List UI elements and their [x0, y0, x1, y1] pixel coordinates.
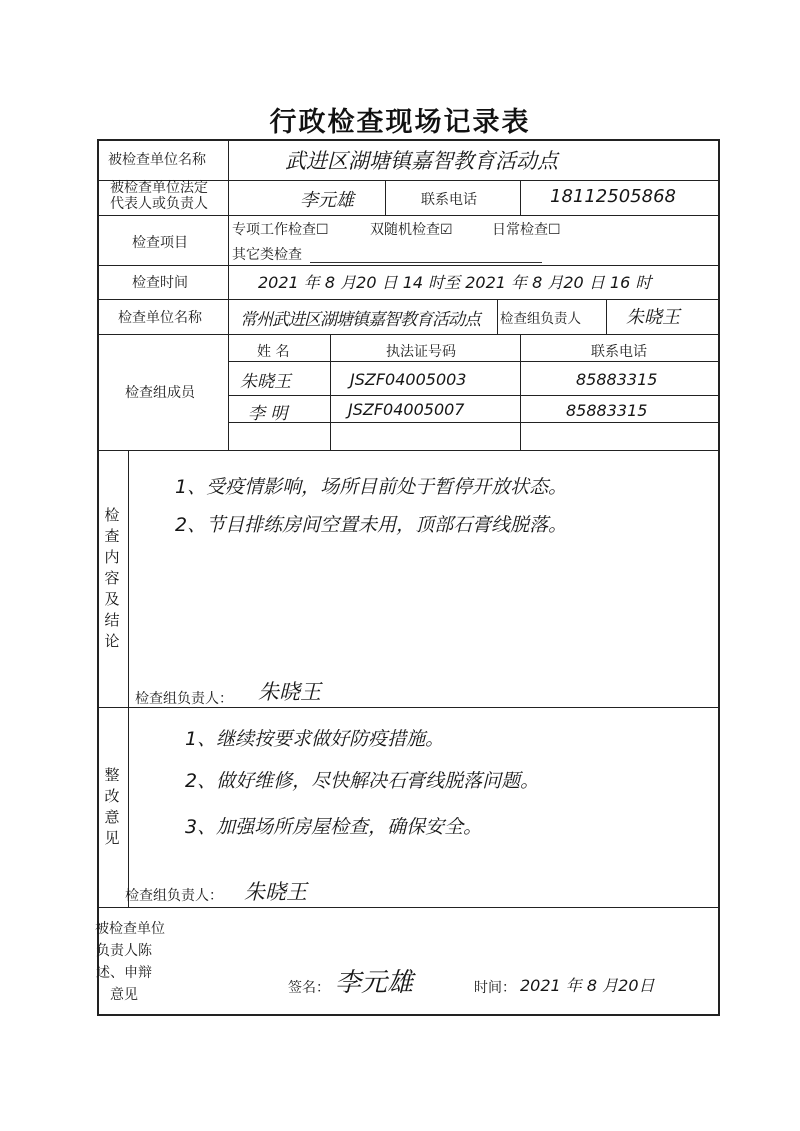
content-label: 检 查 内 容 及 结 论 [104, 506, 120, 650]
legal-rep-value: 李元雄 [300, 190, 354, 211]
inspecting-unit-label: 检查单位名称 [118, 310, 202, 326]
col-divider [228, 139, 229, 450]
rectification-signature: 朱晓王 [244, 880, 307, 904]
content-sign-label: 检查组负责人： [135, 691, 233, 707]
row-divider [228, 422, 720, 423]
header-cert: 执法证号码 [386, 344, 456, 360]
header-phone: 联系电话 [591, 344, 647, 360]
statement-time-value: 2021 年 8 月20日 [520, 976, 655, 995]
inspection-time-value: 2021 年 8 月20 日 14 时至 2021 年 8 月20 日 16 时 [258, 273, 652, 292]
phone-value: 18112505868 [550, 186, 676, 207]
statement-label: 被检查单位 负责人陈 述、申辩 意见 [95, 921, 165, 1003]
statement-signature: 李元雄 [335, 968, 414, 998]
row-divider [97, 265, 720, 266]
inspected-unit-label: 被检查单位名称 [108, 152, 206, 168]
inspection-items-label: 检查项目 [132, 235, 188, 251]
phone-label: 联系电话 [421, 192, 477, 208]
col-divider [128, 450, 129, 907]
row-divider [97, 450, 720, 451]
inspection-time-label: 检查时间 [132, 275, 188, 291]
col-divider [520, 180, 521, 215]
rectification-line: 2、做好维修，尽快解决石膏线脱落问题。 [185, 770, 540, 792]
inspecting-unit-value: 常州武进区湖塘镇嘉智教育活动点 [240, 310, 480, 330]
header-name: 姓 名 [257, 344, 290, 360]
col-divider [520, 334, 521, 450]
member-phone: 85883315 [566, 401, 648, 420]
content-line: 2、节目排练房间空置未用，顶部石膏线脱落。 [175, 514, 568, 536]
col-divider [606, 299, 607, 334]
team-leader-label: 检查组负责人 [500, 311, 581, 327]
row-divider [97, 907, 720, 908]
rectification-line: 3、加强场所房屋检查，确保安全。 [185, 816, 483, 838]
member-name: 朱晓王 [240, 372, 291, 392]
other-blank-line [310, 262, 542, 263]
team-leader-value: 朱晓王 [626, 307, 680, 328]
content-line: 1、受疫情影响，场所目前处于暂停开放状态。 [175, 476, 568, 498]
statement-time-label: 时间： [474, 980, 516, 996]
row-divider [97, 334, 720, 335]
option-double-random[interactable]: 双随机检查☑ [370, 222, 453, 238]
col-divider [385, 180, 386, 215]
option-daily[interactable]: 日常检查☐ [492, 222, 561, 238]
member-cert: JSZF04005003 [350, 370, 467, 389]
statement-sign-label: 签名： [288, 980, 330, 996]
member-name: 李 明 [248, 404, 288, 424]
rectification-line: 1、继续按要求做好防疫措施。 [185, 728, 445, 750]
row-divider [228, 361, 720, 362]
row-divider [97, 215, 720, 216]
col-divider [330, 334, 331, 450]
rectification-label: 整 改 意 见 [104, 766, 120, 847]
inspected-unit-value: 武进区湖塘镇嘉智教育活动点 [285, 149, 558, 173]
content-signature: 朱晓王 [258, 680, 321, 704]
team-label: 检查组成员 [125, 385, 195, 401]
option-special[interactable]: 专项工作检查☐ [232, 222, 329, 238]
row-divider [97, 299, 720, 300]
col-divider [497, 299, 498, 334]
form-title: 行政检查现场记录表 [269, 107, 531, 138]
member-phone: 85883315 [576, 370, 658, 389]
legal-rep-label: 被检查单位法定 代表人或负责人 [110, 180, 208, 212]
rectification-sign-label: 检查组负责人： [125, 888, 223, 904]
option-other[interactable]: 其它类检查 [232, 247, 302, 263]
row-divider [228, 395, 720, 396]
member-cert: JSZF04005007 [348, 400, 465, 419]
